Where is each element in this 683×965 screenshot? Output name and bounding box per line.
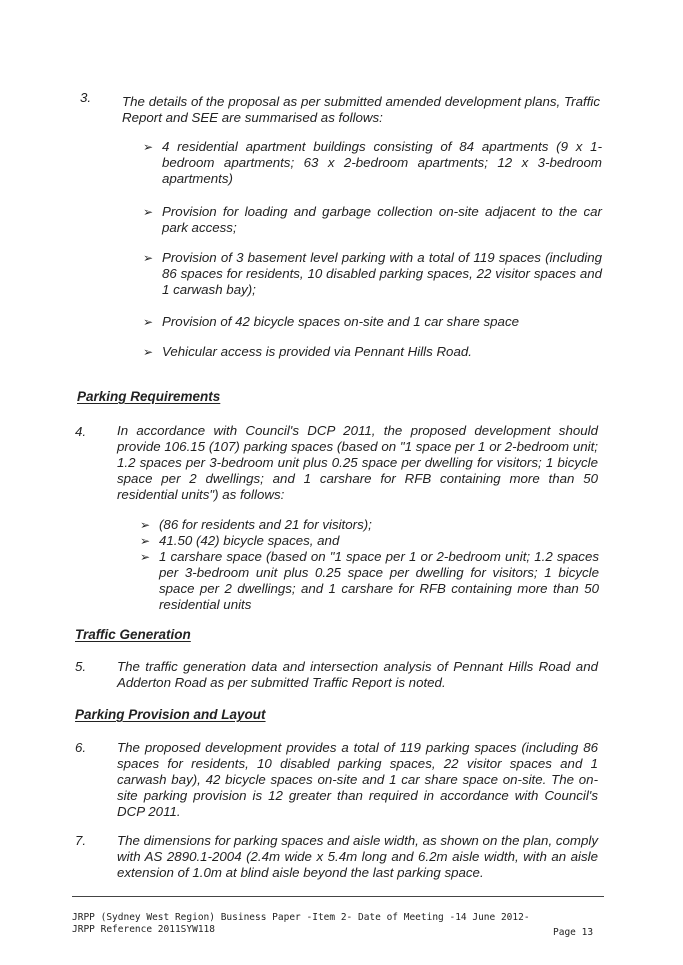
bullet-arrow-icon: ➢ — [140, 518, 151, 532]
bullet-item: (86 for residents and 21 for visitors); — [159, 517, 372, 532]
bullet-arrow-icon: ➢ — [143, 345, 154, 359]
item-number: 6. — [75, 740, 87, 755]
bullet-item: Provision for loading and garbage collection on-site adjacent to the car park access; — [162, 204, 602, 235]
footer-business-paper: JRPP (Sydney West Region) Business Paper -Item 2- Date of Meeting -14 June 2012- — [72, 912, 530, 923]
item-3-text: The details of the proposal as per submitted amended development plans, Traffic Report and SEE are summarised as follows: — [122, 94, 600, 125]
item-number: 5. — [75, 659, 87, 674]
bullet-item: Vehicular access is provided via Pennant Hills Road. — [162, 344, 472, 359]
bullet-item: 4 residential apartment buildings consisting of 84 apartments (9 x 1-bedroom apartments; 63 x 2-bedroom apartments; 12 x 3-bedroom apartments) — [162, 139, 602, 186]
item-number: 3. — [80, 90, 92, 105]
item-number: 4. — [75, 424, 87, 439]
item-6-text: The proposed development provides a total of 119 parking spaces (including 86 spaces for residents, 10 disabled parking spaces, 22 visitor spaces and 1 carwash bay), 42 bicycle spaces on-site and 1 car share space on-site. The on-site parking provision is 12 greater than required in accordance with Council's DCP 2011. — [117, 740, 598, 819]
item-5-text: The traffic generation data and intersection analysis of Pennant Hills Road and Adderton Road as per submitted Traffic Report is noted. — [117, 659, 598, 690]
item-4-text: In accordance with Council's DCP 2011, the proposed development should provide 106.15 (107) parking spaces (based on "1 space per 1 or 2-bedroom unit; 1.2 spaces per 3-bedroom unit plus 0.25 space per dwelling for visitors; 1 bicycle space per 2 dwellings; and 1 carshare for RFB containing more than 50 residential units") as follows: — [117, 423, 598, 502]
bullet-item: Provision of 3 basement level parking with a total of 119 spaces (including 86 spaces for residents, 10 disabled parking spaces, 22 visitor spaces and 1 carwash bay); — [162, 250, 602, 297]
section-heading-parking-provision: Parking Provision and Layout — [75, 707, 266, 722]
bullet-arrow-icon: ➢ — [143, 251, 154, 265]
footer-reference: JRPP Reference 2011SYW118 — [72, 924, 215, 935]
page-number: Page 13 — [553, 927, 594, 938]
item-number: 7. — [75, 833, 87, 848]
section-heading-traffic-generation: Traffic Generation — [75, 627, 191, 642]
footer-divider — [72, 896, 604, 897]
bullet-arrow-icon: ➢ — [143, 315, 154, 329]
bullet-arrow-icon: ➢ — [143, 205, 154, 219]
bullet-item: Provision of 42 bicycle spaces on-site and 1 car share space — [162, 314, 519, 329]
bullet-item: 1 carshare space (based on "1 space per 1 or 2-bedroom unit; 1.2 spaces per 3-bedroom unit plus 0.25 space per dwelling for visitors; 1 bicycle space per 2 dwellings; and 1 carshare for RFB containing more than 50 residential units — [159, 549, 599, 612]
item-7-text: The dimensions for parking spaces and aisle width, as shown on the plan, comply with AS 2890.1-2004 (2.4m wide x 5.4m long and 6.2m aisle width, with an aisle extension of 1.0m at blind aisle beyond the last parking space. — [117, 833, 598, 880]
bullet-item: 41.50 (42) bicycle spaces, and — [159, 533, 340, 548]
bullet-arrow-icon: ➢ — [140, 534, 151, 548]
section-heading-parking-requirements: Parking Requirements — [77, 389, 221, 404]
bullet-arrow-icon: ➢ — [140, 550, 151, 564]
bullet-arrow-icon: ➢ — [143, 140, 154, 154]
